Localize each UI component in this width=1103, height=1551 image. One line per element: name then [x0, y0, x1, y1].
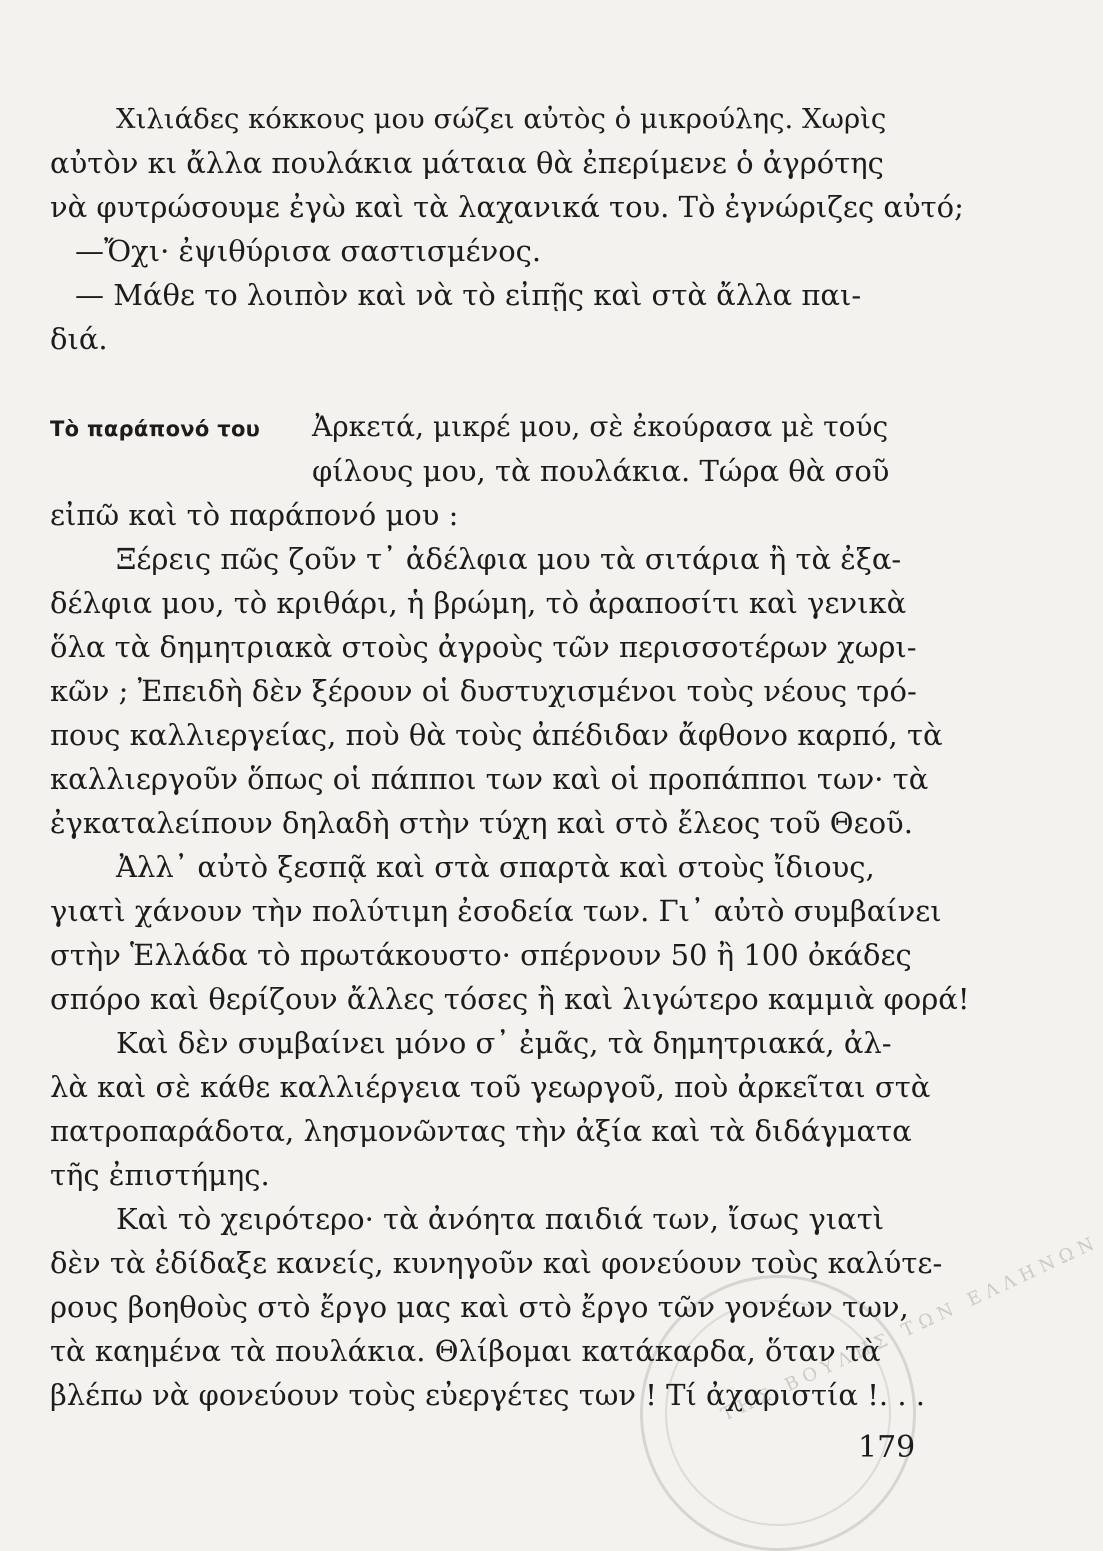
line-text: στὴν Ἑλλάδα τὸ πρωτάκουστο· σπέρνουν 50 ἢ 100 ὀκάδες [50, 938, 912, 972]
line-text: ρους βοηθοὺς στὸ ἔργο μας καὶ στὸ ἔργο τῶν γονέων των, [50, 1290, 909, 1324]
text-line [50, 1197, 892, 1241]
line-text: δέλφια μου, τὸ κριθάρι, ἡ βρώμη, τὸ ἀραποσίτι καὶ γενικὰ [50, 586, 907, 620]
text-line [50, 1021, 892, 1065]
line-text: — Μάθε το λοιπὸν καὶ νὰ τὸ εἰπῇς καὶ στὰ ἄλλα παι- [75, 278, 862, 312]
line-text: τῆς ἐπιστήμης. [50, 1158, 270, 1192]
text-line [50, 933, 912, 977]
text-line [50, 581, 907, 625]
line-text: λὰ καὶ σὲ κάθε καλλιέργεια τοῦ γεωργοῦ, ποὺ ἀρκεῖται στὰ [50, 1070, 931, 1104]
line-text: γιατὶ χάνουν τὴν πολύτιμη ἐσοδεία των. Γι᾽ αὐτὸ συμβαίνει [50, 894, 942, 928]
text-line [50, 141, 892, 185]
text-line [50, 845, 892, 889]
line-text: βλέπω νὰ φονεύουν τοὺς εὐεργέτες των ! Τί ἀχαριστία !. . . [50, 1378, 925, 1412]
text-line [50, 1373, 925, 1417]
line-text: νὰ φυτρώσουμε ἐγὼ καὶ τὰ λαχανικά του. Τὸ ἐγνώριζες αὐτό; [50, 190, 964, 224]
dialogue-line [50, 273, 892, 317]
line-text: ἐγκαταλείπουν δηλαδὴ στὴν τύχη καὶ στὸ ἔλεος τοῦ Θεοῦ. [50, 806, 913, 840]
text-line [50, 977, 970, 1021]
line-text: ὅλα τὰ δημητριακὰ στοὺς ἀγροὺς τῶν περισσοτέρων χωρι- [50, 630, 917, 664]
text-line [50, 1285, 909, 1329]
stamp-lettering: ΤΗΣ ΒΟΥΛΗΣ ΤΩΝ ΕΛΛΗΝΩΝ [717, 1231, 1103, 1426]
line-text: —Ὄχι· ἐψιθύρισα σαστισμένος. [75, 234, 542, 268]
text-line [50, 1329, 892, 1373]
line-text: σπόρο καὶ θερίζουν ἄλλες τόσες ἢ καὶ λιγώτερο καμμιὰ φορά! [50, 982, 970, 1016]
line-text: πους καλλιεργείας, ποὺ θὰ τοὺς ἀπέδιδαν ἄφθονο καρπό, τὰ [50, 718, 943, 752]
text-line [50, 537, 902, 581]
text-line [50, 317, 892, 361]
line-text: δὲν τὰ ἐδίδαξε κανείς, κυνηγοῦν καὶ φονεύουν τοὺς καλύτε- [50, 1246, 943, 1280]
line-text: κῶν ; Ἐπειδὴ δὲν ξέρουν οἱ δυστυχισμένοι τοὺς νέους τρό- [50, 674, 917, 708]
text-line [50, 1109, 912, 1153]
line-text: Χιλιάδες κόκκους μου σώζει αὐτὸς ὁ μικρούλης. Χωρὶς [116, 103, 887, 135]
line-text: τὰ καημένα τὰ πουλάκια. Θλίβομαι κατάκαρδα, ὅταν τὰ [50, 1334, 881, 1368]
dialogue-line [50, 229, 892, 273]
section-line: φίλους μου, τὰ πουλάκια. Τώρα θὰ σοῦ [312, 454, 890, 488]
margin-heading: Τὸ παράπονό του [50, 417, 261, 441]
text-line [50, 97, 892, 141]
line-text: Ξέρεις πῶς ζοῦν τ᾽ ἀδέλφια μου τὰ σιτάρια ἢ τὰ ἐξα- [116, 542, 902, 576]
line-text: καλλιεργοῦν ὅπως οἱ πάπποι των καὶ οἱ προπάπποι των· τὰ [50, 762, 929, 796]
text-line [50, 713, 943, 757]
text-line [50, 493, 892, 537]
text-line [50, 1241, 943, 1285]
text-line [50, 625, 917, 669]
line-text: Καὶ τὸ χειρότερο· τὰ ἀνόητα παιδιά των, ἴσως γιατὶ [116, 1202, 885, 1236]
text-line [50, 757, 929, 801]
text-line [50, 1065, 931, 1109]
line-text: διά. [50, 322, 108, 356]
text-line [50, 185, 964, 229]
line-text: εἰπῶ καὶ τὸ παράπονό μου : [50, 498, 459, 532]
line-text: αὐτὸν κι ἄλλα πουλάκια μάταια θὰ ἐπερίμενε ὁ ἀγρότης [50, 146, 884, 180]
text-line [50, 889, 942, 933]
line-text: Καὶ δὲν συμβαίνει μόνο σ᾽ ἐμᾶς, τὰ δημητριακά, ἀλ- [116, 1026, 892, 1060]
text-line [50, 1153, 892, 1197]
text-line [50, 669, 917, 713]
line-text: πατροπαράδοτα, λησμονῶντας τὴν ἀξία καὶ τὰ διδάγματα [50, 1114, 912, 1148]
text-line [50, 801, 913, 845]
line-text: Ἀλλ᾽ αὐτὸ ξεσπᾷ καὶ στὰ σπαρτὰ καὶ στοὺς ἴδιους, [116, 850, 875, 884]
section-line: Ἀρκετά, μικρέ μου, σὲ ἐκούρασα μὲ τούς [312, 410, 889, 443]
page-number: 179 [858, 1430, 916, 1465]
